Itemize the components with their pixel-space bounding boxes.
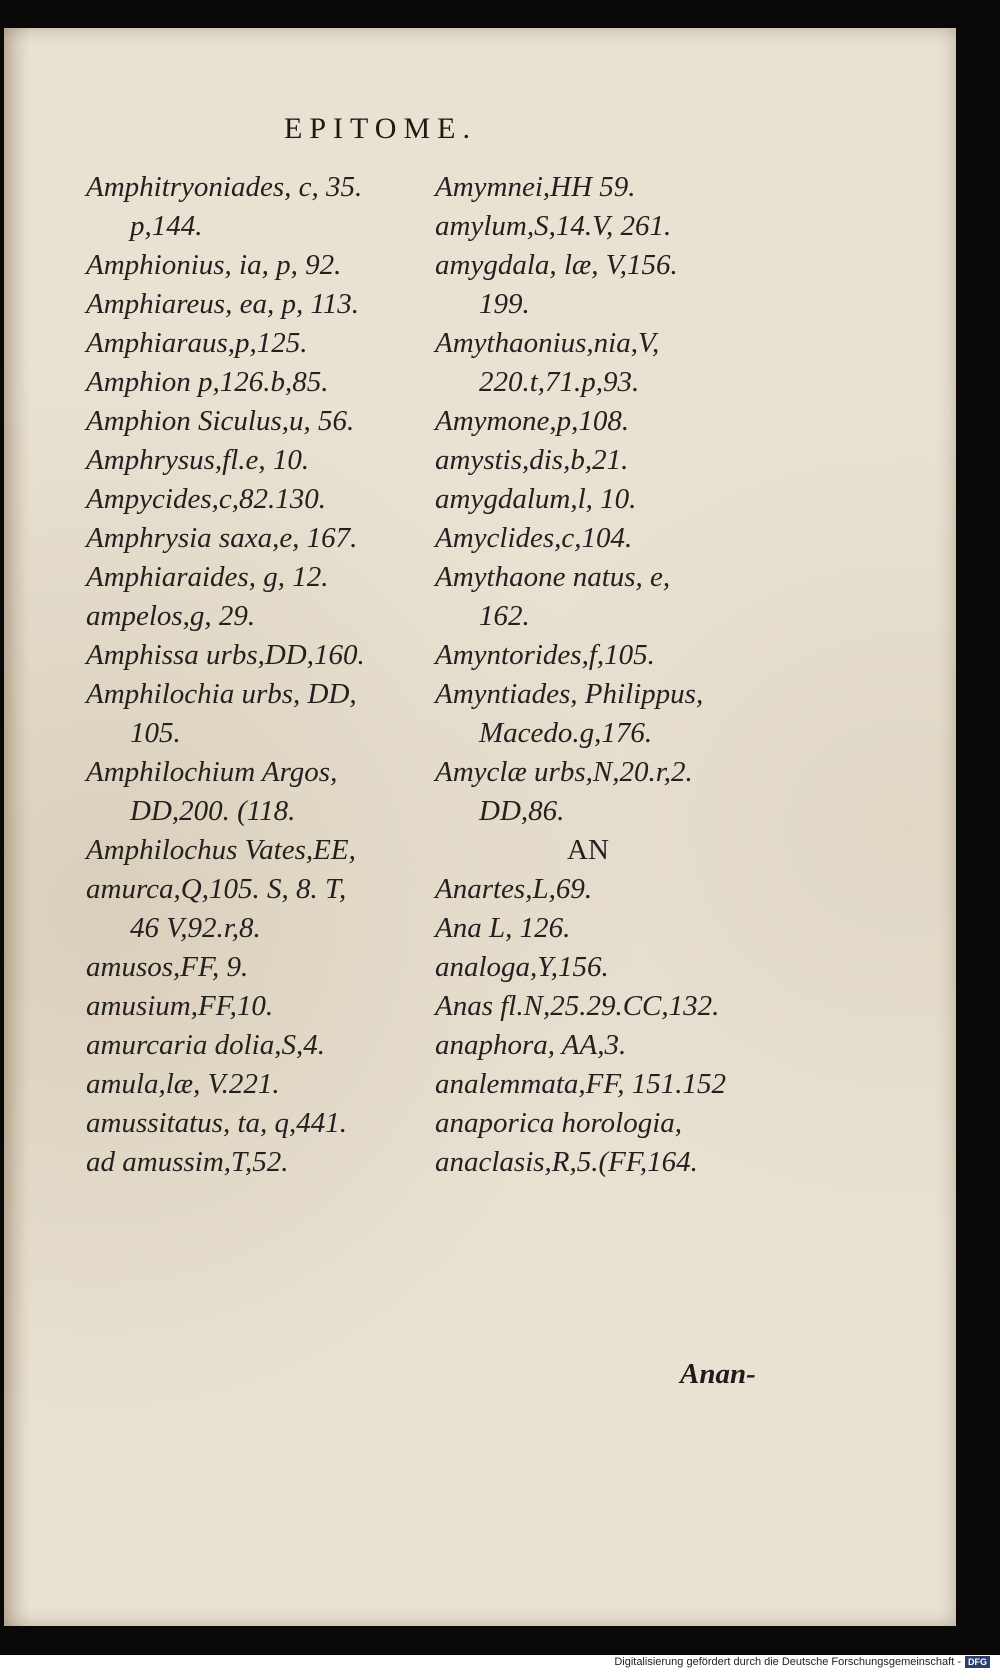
index-entry: 46 V,92.r,8. xyxy=(130,912,261,944)
index-entry: Amythaonius,nia,V, xyxy=(435,327,660,359)
index-entry: amystis,dis,b,21. xyxy=(435,444,629,476)
index-entry: 220.t,71.p,93. xyxy=(479,366,640,398)
index-entry: amusium,FF,10. xyxy=(86,990,274,1022)
index-entry: Amphrysia saxa,e, 167. xyxy=(86,522,358,554)
index-entry: amurca,Q,105. S, 8. T, xyxy=(86,873,347,905)
digitization-footer xyxy=(614,1655,990,1669)
index-entry: p,144. xyxy=(130,210,203,242)
index-entry: Amphiareus, ea, p, 113. xyxy=(86,288,360,320)
index-entry: Amymone,p,108. xyxy=(435,405,630,437)
index-entry: Amymnei,HH 59. xyxy=(435,171,636,203)
index-entry: Macedo.g,176. xyxy=(479,717,653,749)
index-entry: anaporica horologia, xyxy=(435,1107,683,1139)
index-entry: amusos,FF, 9. xyxy=(86,951,249,983)
dfg-logo: DFG xyxy=(965,1656,990,1668)
index-entry: Amythaone natus, e, xyxy=(435,561,671,593)
index-entry: anaphora, AA,3. xyxy=(435,1029,627,1061)
index-entry: Amphiaraides, g, 12. xyxy=(86,561,329,593)
index-entry: Amphitryoniades, c, 35. xyxy=(86,171,363,203)
index-entry: amylum,S,14.V, 261. xyxy=(435,210,672,242)
index-entry: 199. xyxy=(479,288,530,320)
index-entry: amussitatus, ta, q,441. xyxy=(86,1107,348,1139)
index-entry: Amphissa urbs,DD,160. xyxy=(86,639,365,671)
index-entry: Amphionius, ia, p, 92. xyxy=(86,249,342,281)
index-entry: Ana L, 126. xyxy=(435,912,571,944)
index-entry: 162. xyxy=(479,600,530,632)
index-entry: DD,86. xyxy=(479,795,565,827)
index-entry: Amyntorides,f,105. xyxy=(435,639,655,671)
index-entry: Amyclæ urbs,N,20.r,2. xyxy=(435,756,693,788)
index-entry: amula,læ, V.221. xyxy=(86,1068,280,1100)
index-entry: ampelos,g, 29. xyxy=(86,600,256,632)
index-column-right xyxy=(435,168,780,1182)
index-entry: ad amussim,T,52. xyxy=(86,1146,289,1178)
index-entry: Amyclides,c,104. xyxy=(435,522,633,554)
index-entry: Anartes,L,69. xyxy=(435,873,593,905)
index-column-left xyxy=(86,168,416,1182)
index-entry: amurcaria dolia,S,4. xyxy=(86,1029,325,1061)
index-entry: Ampycides,c,82.130. xyxy=(86,483,326,515)
section-letter-heading: AN xyxy=(567,834,609,866)
index-entry: Amphiaraus,p,125. xyxy=(86,327,308,359)
index-entry: analemmata,FF, 151.152 xyxy=(435,1068,727,1100)
index-entry: Amphilochia urbs, DD, xyxy=(86,678,357,710)
index-entry: Amphion p,126.b,85. xyxy=(86,366,329,398)
index-entry: amygdalum,l, 10. xyxy=(435,483,637,515)
index-entry: Amyntiades, Philippus, xyxy=(435,678,704,710)
index-entry: Amphilochium Argos, xyxy=(86,756,338,788)
catchword: Anan- xyxy=(680,1358,756,1390)
index-entry: DD,200. (118. xyxy=(130,795,296,827)
index-entry: Amphrysus,fl.e, 10. xyxy=(86,444,310,476)
footer-text: Digitalisierung gefördert durch die Deutsche Forschungsgemeinschaft - xyxy=(614,1656,961,1668)
page-header: EPITOME. xyxy=(284,112,477,145)
index-entry: amygdala, læ, V,156. xyxy=(435,249,678,281)
index-entry: Amphion Siculus,u, 56. xyxy=(86,405,355,437)
index-entry: Amphilochus Vates,EE, xyxy=(86,834,356,866)
index-entry: analoga,Y,156. xyxy=(435,951,609,983)
index-entry: Anas fl.N,25.29.CC,132. xyxy=(435,990,720,1022)
index-entry: 105. xyxy=(130,717,181,749)
index-entry: anaclasis,R,5.(FF,164. xyxy=(435,1146,698,1178)
